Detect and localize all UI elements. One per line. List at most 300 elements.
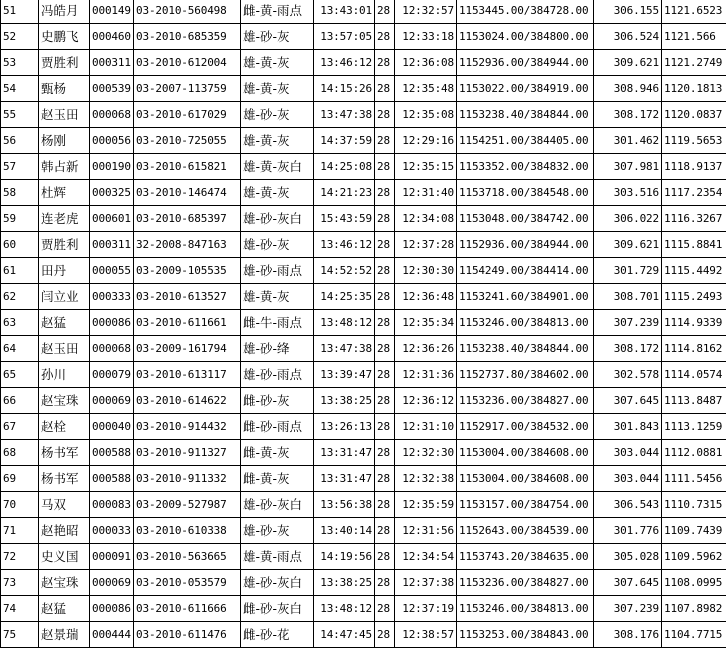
- coordinates-cell: 1153236.00/384827.00: [457, 570, 594, 596]
- arrival-time-cell: 13:39:47: [314, 362, 375, 388]
- speed-cell: 1111.5456: [662, 466, 726, 492]
- speed-cell: 1121.2749: [662, 50, 726, 76]
- ring-number-cell: 03-2010-611666: [134, 596, 241, 622]
- distance-cell: 305.028: [594, 544, 662, 570]
- table-row: [1, 0, 726, 24]
- distance-cell: 306.155: [594, 0, 662, 24]
- day-cell: 28: [375, 0, 395, 24]
- name-cell: 连老虎: [39, 206, 90, 232]
- day-cell: 28: [375, 596, 395, 622]
- coordinates-cell: 1153157.00/384754.00: [457, 492, 594, 518]
- bird-description-cell: 雄-砂-灰: [241, 232, 314, 258]
- ring-number-cell: 03-2010-725055: [134, 128, 241, 154]
- day-cell: 28: [375, 492, 395, 518]
- release-time-cell: 12:30:30: [395, 258, 457, 284]
- release-time-cell: 12:36:08: [395, 50, 457, 76]
- member-id-cell: 000325: [90, 180, 134, 206]
- bird-description-cell: 雌-砂-灰: [241, 388, 314, 414]
- bird-description-cell: 雄-黄-雨点: [241, 544, 314, 570]
- rank-cell: 63: [1, 310, 39, 336]
- arrival-time-cell: 13:31:47: [314, 440, 375, 466]
- distance-cell: 307.239: [594, 310, 662, 336]
- bird-description-cell: 雌-砂-灰白: [241, 596, 314, 622]
- distance-cell: 303.044: [594, 440, 662, 466]
- bird-description-cell: 雄-砂-雨点: [241, 258, 314, 284]
- release-time-cell: 12:35:59: [395, 492, 457, 518]
- name-cell: 赵猛: [39, 596, 90, 622]
- speed-cell: 1117.2354: [662, 180, 726, 206]
- rank-cell: 60: [1, 232, 39, 258]
- name-cell: 赵景瑞: [39, 622, 90, 648]
- speed-cell: 1114.0574: [662, 362, 726, 388]
- ring-number-cell: 03-2010-563665: [134, 544, 241, 570]
- speed-cell: 1107.8982: [662, 596, 726, 622]
- speed-cell: 1121.566: [662, 24, 726, 50]
- name-cell: 赵猛: [39, 310, 90, 336]
- speed-cell: 1115.8841: [662, 232, 726, 258]
- member-id-cell: 000539: [90, 76, 134, 102]
- release-time-cell: 12:34:08: [395, 206, 457, 232]
- speed-cell: 1116.3267: [662, 206, 726, 232]
- coordinates-cell: 1153048.00/384742.00: [457, 206, 594, 232]
- bird-description-cell: 雄-砂-灰白: [241, 206, 314, 232]
- member-id-cell: 000333: [90, 284, 134, 310]
- member-id-cell: 000311: [90, 232, 134, 258]
- day-cell: 28: [375, 154, 395, 180]
- bird-description-cell: 雄-黄-灰: [241, 180, 314, 206]
- speed-cell: 1109.5962: [662, 544, 726, 570]
- release-time-cell: 12:35:08: [395, 102, 457, 128]
- release-time-cell: 12:34:54: [395, 544, 457, 570]
- coordinates-cell: 1153718.00/384548.00: [457, 180, 594, 206]
- arrival-time-cell: 13:46:12: [314, 232, 375, 258]
- rank-cell: 69: [1, 466, 39, 492]
- day-cell: 28: [375, 76, 395, 102]
- bird-description-cell: 雄-砂-灰: [241, 24, 314, 50]
- rank-cell: 68: [1, 440, 39, 466]
- coordinates-cell: 1153246.00/384813.00: [457, 310, 594, 336]
- bird-description-cell: 雌-黄-雨点: [241, 0, 314, 24]
- rank-cell: 62: [1, 284, 39, 310]
- speed-cell: 1104.7715: [662, 622, 726, 648]
- name-cell: 赵玉田: [39, 336, 90, 362]
- release-time-cell: 12:33:18: [395, 24, 457, 50]
- coordinates-cell: 1153238.40/384844.00: [457, 336, 594, 362]
- speed-cell: 1120.0837: [662, 102, 726, 128]
- arrival-time-cell: 14:19:56: [314, 544, 375, 570]
- day-cell: 28: [375, 24, 395, 50]
- day-cell: 28: [375, 388, 395, 414]
- bird-description-cell: 雄-黄-灰: [241, 284, 314, 310]
- release-time-cell: 12:31:36: [395, 362, 457, 388]
- rank-cell: 55: [1, 102, 39, 128]
- day-cell: 28: [375, 466, 395, 492]
- day-cell: 28: [375, 544, 395, 570]
- distance-cell: 308.176: [594, 622, 662, 648]
- distance-cell: 308.172: [594, 336, 662, 362]
- table-row: [1, 570, 726, 596]
- release-time-cell: 12:36:48: [395, 284, 457, 310]
- member-id-cell: 000588: [90, 440, 134, 466]
- release-time-cell: 12:37:38: [395, 570, 457, 596]
- name-cell: 史鹏飞: [39, 24, 90, 50]
- bird-description-cell: 雄-砂-灰白: [241, 492, 314, 518]
- table-row: [1, 518, 726, 544]
- ring-number-cell: 03-2010-617029: [134, 102, 241, 128]
- speed-cell: 1120.1813: [662, 76, 726, 102]
- table-row: [1, 466, 726, 492]
- rank-cell: 59: [1, 206, 39, 232]
- results-table-body: [1, 0, 726, 648]
- ring-number-cell: 03-2010-914432: [134, 414, 241, 440]
- arrival-time-cell: 13:48:12: [314, 596, 375, 622]
- rank-cell: 58: [1, 180, 39, 206]
- day-cell: 28: [375, 232, 395, 258]
- ring-number-cell: 03-2010-611476: [134, 622, 241, 648]
- name-cell: 杨刚: [39, 128, 90, 154]
- name-cell: 韩占新: [39, 154, 90, 180]
- rank-cell: 65: [1, 362, 39, 388]
- bird-description-cell: 雌-砂-花: [241, 622, 314, 648]
- release-time-cell: 12:29:16: [395, 128, 457, 154]
- distance-cell: 307.239: [594, 596, 662, 622]
- distance-cell: 301.843: [594, 414, 662, 440]
- arrival-time-cell: 14:21:23: [314, 180, 375, 206]
- distance-cell: 307.645: [594, 388, 662, 414]
- coordinates-cell: 1153004.00/384608.00: [457, 466, 594, 492]
- table-row: [1, 544, 726, 570]
- arrival-time-cell: 13:40:14: [314, 518, 375, 544]
- bird-description-cell: 雄-砂-灰: [241, 102, 314, 128]
- bird-description-cell: 雄-砂-雨点: [241, 362, 314, 388]
- day-cell: 28: [375, 414, 395, 440]
- release-time-cell: 12:31:10: [395, 414, 457, 440]
- distance-cell: 307.645: [594, 570, 662, 596]
- table-row: [1, 440, 726, 466]
- table-row: [1, 102, 726, 128]
- distance-cell: 301.776: [594, 518, 662, 544]
- member-id-cell: 000068: [90, 336, 134, 362]
- rank-cell: 73: [1, 570, 39, 596]
- arrival-time-cell: 13:47:38: [314, 102, 375, 128]
- release-time-cell: 12:37:28: [395, 232, 457, 258]
- arrival-time-cell: 13:46:12: [314, 50, 375, 76]
- member-id-cell: 000086: [90, 596, 134, 622]
- ring-number-cell: 03-2010-146474: [134, 180, 241, 206]
- table-row: [1, 50, 726, 76]
- arrival-time-cell: 14:15:26: [314, 76, 375, 102]
- bird-description-cell: 雄-砂-灰: [241, 518, 314, 544]
- table-row: [1, 284, 726, 310]
- table-row: [1, 336, 726, 362]
- table-row: [1, 154, 726, 180]
- name-cell: 马双: [39, 492, 90, 518]
- ring-number-cell: 03-2010-685359: [134, 24, 241, 50]
- release-time-cell: 12:32:30: [395, 440, 457, 466]
- ring-number-cell: 03-2009-527987: [134, 492, 241, 518]
- table-row: [1, 128, 726, 154]
- coordinates-cell: 1154249.00/384414.00: [457, 258, 594, 284]
- name-cell: 史义国: [39, 544, 90, 570]
- ring-number-cell: 03-2010-610338: [134, 518, 241, 544]
- release-time-cell: 12:32:57: [395, 0, 457, 24]
- ring-number-cell: 03-2009-105535: [134, 258, 241, 284]
- name-cell: 赵宝珠: [39, 388, 90, 414]
- distance-cell: 303.516: [594, 180, 662, 206]
- member-id-cell: 000069: [90, 388, 134, 414]
- day-cell: 28: [375, 206, 395, 232]
- arrival-time-cell: 13:31:47: [314, 466, 375, 492]
- name-cell: 赵宝珠: [39, 570, 90, 596]
- distance-cell: 309.621: [594, 232, 662, 258]
- release-time-cell: 12:37:19: [395, 596, 457, 622]
- member-id-cell: 000091: [90, 544, 134, 570]
- name-cell: 冯皓月: [39, 0, 90, 24]
- coordinates-cell: 1153024.00/384800.00: [457, 24, 594, 50]
- bird-description-cell: 雌-牛-雨点: [241, 310, 314, 336]
- bird-description-cell: 雌-黄-灰: [241, 440, 314, 466]
- day-cell: 28: [375, 284, 395, 310]
- coordinates-cell: 1153004.00/384608.00: [457, 440, 594, 466]
- arrival-time-cell: 14:37:59: [314, 128, 375, 154]
- day-cell: 28: [375, 518, 395, 544]
- coordinates-cell: 1152737.80/384602.00: [457, 362, 594, 388]
- arrival-time-cell: 15:43:59: [314, 206, 375, 232]
- distance-cell: 308.946: [594, 76, 662, 102]
- release-time-cell: 12:32:38: [395, 466, 457, 492]
- arrival-time-cell: 13:26:13: [314, 414, 375, 440]
- name-cell: 杜辉: [39, 180, 90, 206]
- release-time-cell: 12:36:12: [395, 388, 457, 414]
- distance-cell: 301.729: [594, 258, 662, 284]
- speed-cell: 1114.9339: [662, 310, 726, 336]
- arrival-time-cell: 14:47:45: [314, 622, 375, 648]
- coordinates-cell: 1153236.00/384827.00: [457, 388, 594, 414]
- rank-cell: 61: [1, 258, 39, 284]
- ring-number-cell: 03-2009-161794: [134, 336, 241, 362]
- ring-number-cell: 03-2010-614622: [134, 388, 241, 414]
- distance-cell: 307.981: [594, 154, 662, 180]
- table-row: [1, 362, 726, 388]
- member-id-cell: 000033: [90, 518, 134, 544]
- distance-cell: 306.543: [594, 492, 662, 518]
- table-row: [1, 492, 726, 518]
- distance-cell: 309.621: [594, 50, 662, 76]
- day-cell: 28: [375, 50, 395, 76]
- day-cell: 28: [375, 128, 395, 154]
- name-cell: 杨书军: [39, 440, 90, 466]
- release-time-cell: 12:35:15: [395, 154, 457, 180]
- bird-description-cell: 雌-黄-灰: [241, 466, 314, 492]
- release-time-cell: 12:38:57: [395, 622, 457, 648]
- bird-description-cell: 雄-黄-灰: [241, 50, 314, 76]
- coordinates-cell: 1152936.00/384944.00: [457, 50, 594, 76]
- ring-number-cell: 03-2007-113759: [134, 76, 241, 102]
- ring-number-cell: 03-2010-611661: [134, 310, 241, 336]
- rank-cell: 51: [1, 0, 39, 24]
- name-cell: 甄杨: [39, 76, 90, 102]
- table-row: [1, 24, 726, 50]
- member-id-cell: 000083: [90, 492, 134, 518]
- ring-number-cell: 03-2010-613527: [134, 284, 241, 310]
- member-id-cell: 000460: [90, 24, 134, 50]
- member-id-cell: 000588: [90, 466, 134, 492]
- member-id-cell: 000086: [90, 310, 134, 336]
- ring-number-cell: 03-2010-053579: [134, 570, 241, 596]
- ring-number-cell: 03-2010-560498: [134, 0, 241, 24]
- coordinates-cell: 1153246.00/384813.00: [457, 596, 594, 622]
- member-id-cell: 000055: [90, 258, 134, 284]
- day-cell: 28: [375, 310, 395, 336]
- speed-cell: 1121.6523: [662, 0, 726, 24]
- coordinates-cell: 1153022.00/384919.00: [457, 76, 594, 102]
- member-id-cell: 000040: [90, 414, 134, 440]
- release-time-cell: 12:31:56: [395, 518, 457, 544]
- member-id-cell: 000149: [90, 0, 134, 24]
- arrival-time-cell: 14:25:08: [314, 154, 375, 180]
- coordinates-cell: 1154251.00/384405.00: [457, 128, 594, 154]
- table-row: [1, 414, 726, 440]
- table-row: [1, 596, 726, 622]
- day-cell: 28: [375, 180, 395, 206]
- member-id-cell: 000056: [90, 128, 134, 154]
- coordinates-cell: 1153238.40/384844.00: [457, 102, 594, 128]
- member-id-cell: 000601: [90, 206, 134, 232]
- speed-cell: 1114.8162: [662, 336, 726, 362]
- speed-cell: 1119.5653: [662, 128, 726, 154]
- arrival-time-cell: 13:43:01: [314, 0, 375, 24]
- rank-cell: 52: [1, 24, 39, 50]
- name-cell: 田丹: [39, 258, 90, 284]
- speed-cell: 1109.7439: [662, 518, 726, 544]
- member-id-cell: 000068: [90, 102, 134, 128]
- speed-cell: 1113.1259: [662, 414, 726, 440]
- name-cell: 贾胜利: [39, 232, 90, 258]
- rank-cell: 64: [1, 336, 39, 362]
- bird-description-cell: 雄-黄-灰: [241, 76, 314, 102]
- rank-cell: 70: [1, 492, 39, 518]
- table-row: [1, 310, 726, 336]
- speed-cell: 1115.4492: [662, 258, 726, 284]
- ring-number-cell: 03-2010-685397: [134, 206, 241, 232]
- rank-cell: 57: [1, 154, 39, 180]
- arrival-time-cell: 14:52:52: [314, 258, 375, 284]
- table-row: [1, 206, 726, 232]
- release-time-cell: 12:35:48: [395, 76, 457, 102]
- rank-cell: 71: [1, 518, 39, 544]
- name-cell: 赵栓: [39, 414, 90, 440]
- coordinates-cell: 1152936.00/384944.00: [457, 232, 594, 258]
- bird-description-cell: 雄-黄-灰: [241, 128, 314, 154]
- coordinates-cell: 1152917.00/384532.00: [457, 414, 594, 440]
- member-id-cell: 000079: [90, 362, 134, 388]
- coordinates-cell: 1153445.00/384728.00: [457, 0, 594, 24]
- arrival-time-cell: 13:38:25: [314, 388, 375, 414]
- release-time-cell: 12:36:26: [395, 336, 457, 362]
- coordinates-cell: 1153743.20/384635.00: [457, 544, 594, 570]
- distance-cell: 306.022: [594, 206, 662, 232]
- speed-cell: 1110.7315: [662, 492, 726, 518]
- speed-cell: 1118.9137: [662, 154, 726, 180]
- ring-number-cell: 03-2010-615821: [134, 154, 241, 180]
- name-cell: 赵玉田: [39, 102, 90, 128]
- arrival-time-cell: 13:56:38: [314, 492, 375, 518]
- table-row: [1, 388, 726, 414]
- ring-number-cell: 32-2008-847163: [134, 232, 241, 258]
- day-cell: 28: [375, 362, 395, 388]
- bird-description-cell: 雌-砂-雨点: [241, 414, 314, 440]
- distance-cell: 303.044: [594, 466, 662, 492]
- distance-cell: 306.524: [594, 24, 662, 50]
- rank-cell: 72: [1, 544, 39, 570]
- day-cell: 28: [375, 570, 395, 596]
- distance-cell: 308.701: [594, 284, 662, 310]
- rank-cell: 75: [1, 622, 39, 648]
- name-cell: 孙川: [39, 362, 90, 388]
- bird-description-cell: 雄-砂-灰白: [241, 570, 314, 596]
- ring-number-cell: 03-2010-612004: [134, 50, 241, 76]
- member-id-cell: 000190: [90, 154, 134, 180]
- table-row: [1, 232, 726, 258]
- arrival-time-cell: 13:57:05: [314, 24, 375, 50]
- coordinates-cell: 1153241.60/384901.00: [457, 284, 594, 310]
- day-cell: 28: [375, 622, 395, 648]
- day-cell: 28: [375, 336, 395, 362]
- name-cell: 杨书军: [39, 466, 90, 492]
- rank-cell: 54: [1, 76, 39, 102]
- member-id-cell: 000444: [90, 622, 134, 648]
- day-cell: 28: [375, 258, 395, 284]
- distance-cell: 301.462: [594, 128, 662, 154]
- member-id-cell: 000311: [90, 50, 134, 76]
- speed-cell: 1108.0995: [662, 570, 726, 596]
- rank-cell: 66: [1, 388, 39, 414]
- rank-cell: 53: [1, 50, 39, 76]
- rank-cell: 74: [1, 596, 39, 622]
- coordinates-cell: 1153352.00/384832.00: [457, 154, 594, 180]
- ring-number-cell: 03-2010-911332: [134, 466, 241, 492]
- speed-cell: 1115.2493: [662, 284, 726, 310]
- table-row: [1, 180, 726, 206]
- arrival-time-cell: 13:47:38: [314, 336, 375, 362]
- arrival-time-cell: 13:38:25: [314, 570, 375, 596]
- day-cell: 28: [375, 102, 395, 128]
- member-id-cell: 000069: [90, 570, 134, 596]
- ring-number-cell: 03-2010-613117: [134, 362, 241, 388]
- table-row: [1, 76, 726, 102]
- name-cell: 贾胜利: [39, 50, 90, 76]
- table-row: [1, 622, 726, 648]
- release-time-cell: 12:31:40: [395, 180, 457, 206]
- table-row: [1, 258, 726, 284]
- day-cell: 28: [375, 440, 395, 466]
- name-cell: 赵艳昭: [39, 518, 90, 544]
- rank-cell: 67: [1, 414, 39, 440]
- arrival-time-cell: 14:25:35: [314, 284, 375, 310]
- rank-cell: 56: [1, 128, 39, 154]
- speed-cell: 1112.0881: [662, 440, 726, 466]
- bird-description-cell: 雄-黄-灰白: [241, 154, 314, 180]
- coordinates-cell: 1152643.00/384539.00: [457, 518, 594, 544]
- coordinates-cell: 1153253.00/384843.00: [457, 622, 594, 648]
- distance-cell: 308.172: [594, 102, 662, 128]
- distance-cell: 302.578: [594, 362, 662, 388]
- arrival-time-cell: 13:48:12: [314, 310, 375, 336]
- ring-number-cell: 03-2010-911327: [134, 440, 241, 466]
- bird-description-cell: 雄-砂-绛: [241, 336, 314, 362]
- speed-cell: 1113.8487: [662, 388, 726, 414]
- release-time-cell: 12:35:34: [395, 310, 457, 336]
